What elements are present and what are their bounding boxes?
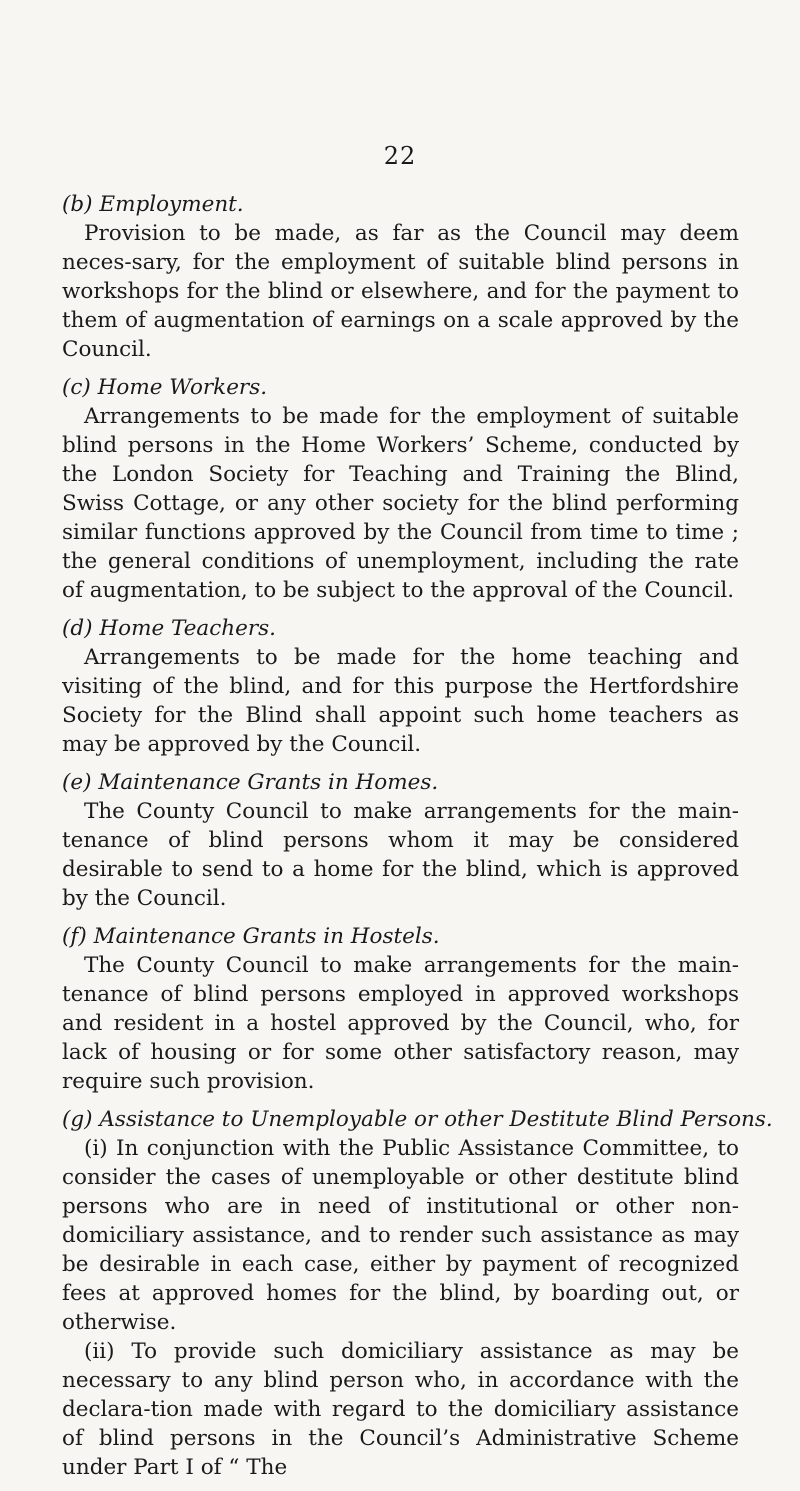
section-paragraph-i: (i) In conjunction with the Public Assistance Committee, to consider the cases of unemployable or other destitute blind persons who are in need of institutional or other non-domiciliary assistance, and to render such assistance as may be desirable in each case, either by payment of recognized fees at approved homes for the blind, by boarding out, or otherwise. [62,1136,739,1335]
section-heading [62,614,739,643]
section-title: Home Workers. [97,375,268,400]
section-letter: (b) [62,192,93,217]
section-heading [62,190,739,219]
section-employment [62,190,739,364]
section-heading [62,768,739,797]
page-number: 22 [383,142,417,170]
section-paragraph: The County Council to make arrangements for the main-tenance of blind persons employed in approved workshops and resident in a hostel approved by the Council, who, for lack of housing or for some other satisfactory reason, may require such provision. [62,953,739,1094]
section-title: Maintenance Grants in Homes. [98,770,439,795]
section-paragraph: Arrangements to be made for the employment of suitable blind persons in the Home Workers’ Scheme, conducted by the London Society for Teaching and Training the Blind, Swiss Cottage, or any other society for the blind performing similar functions approved by the Council from time to time ; the general conditions of unemployment, including the rate of augmentation, to be subject to the approval of the Council. [62,404,739,603]
section-paragraph: Arrangements to be made for the home teaching and visiting of the blind, and for this purpose the Hertfordshire Society for the Blind shall appoint such home teachers as may be approved by the Council. [62,645,739,757]
section-heading [62,373,739,402]
section-heading [62,1105,773,1134]
section-letter: (e) [62,770,92,795]
section-paragraph-ii: (ii) To provide such domiciliary assistance as may be necessary to any blind person who, in accordance with the declara-tion made with regard to the domiciliary assistance of blind persons in the Council’s Administrative Scheme under Part I of “ The [62,1339,739,1480]
section-title: Home Teachers. [99,616,276,641]
section-heading [62,922,739,951]
section-letter: (d) [62,616,93,641]
section-home-teachers [62,614,739,759]
section-letter: (g) [62,1107,93,1132]
section-paragraph: The County Council to make arrangements for the main-tenance of blind persons whom it may be considered desirable to send to a home for the blind, which is approved by the Council. [62,799,739,911]
page-content [62,190,773,1491]
section-paragraph: Provision to be made, as far as the Council may deem neces-sary, for the employment of suitable blind persons in workshops for the blind or elsewhere, and for the payment to them of augmentation of earnings on a scale approved by the Council. [62,221,739,362]
section-assistance [62,1105,773,1482]
section-title: Assistance to Unemployable or other Destitute Blind Persons. [99,1107,773,1132]
section-title: Employment. [99,192,244,217]
section-maintenance-homes [62,768,739,913]
section-home-workers [62,373,739,605]
section-title: Maintenance Grants in Hostels. [93,924,440,949]
section-letter: (f) [62,924,87,949]
section-maintenance-hostels [62,922,739,1096]
section-letter: (c) [62,375,91,400]
